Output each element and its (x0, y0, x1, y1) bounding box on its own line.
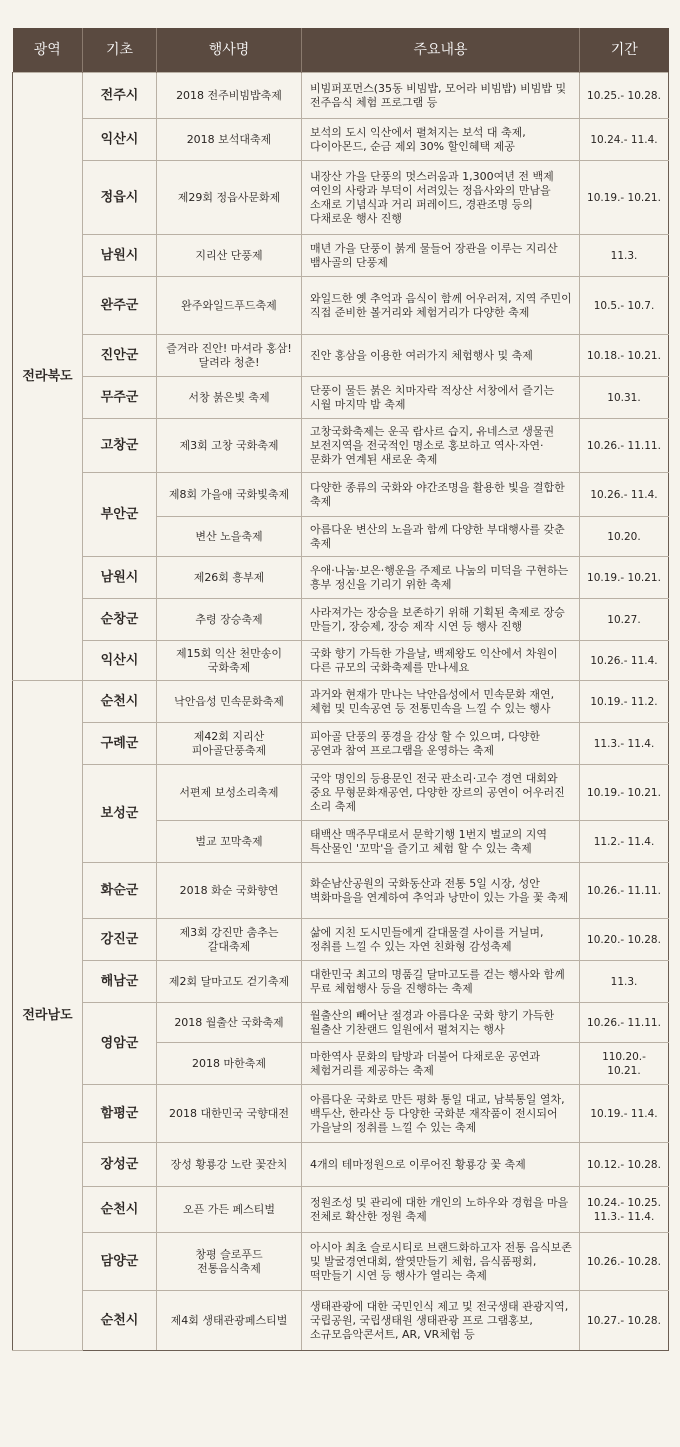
table-row (13, 557, 669, 599)
period-cell (580, 1085, 669, 1143)
description-cell: 우애·나눔·보은·행운을 주제로 나눔의 미덕을 구현하는 흥부 정신을 기리기 위한 축제 (302, 557, 580, 599)
event-name-cell: 장성 황룡강 노란 꽃잔치 (157, 1143, 302, 1187)
period-cell (580, 1233, 669, 1291)
description-cell: 아름다운 국화로 만든 평화 통일 대교, 남북통일 열차, 백두산, 한라산 등 다양한 국화분 재작품이 전시되어 가을날의 정취를 느낄 수 있는 축제 (302, 1085, 580, 1143)
table-row (13, 473, 669, 517)
period-cell (580, 961, 669, 1003)
description-cell: 다양한 종류의 국화와 야간조명을 활용한 빛을 결합한 축제 (302, 473, 580, 517)
period-text: 10.12.- 10.28. (587, 1158, 661, 1171)
event-name-cell: 제15회 익산 천만송이 국화축제 (157, 641, 302, 681)
table-row (13, 377, 669, 419)
period-cell (580, 517, 669, 557)
period-cell (580, 235, 669, 277)
event-name-cell: 벌교 꼬막축제 (157, 821, 302, 863)
table-row (13, 681, 669, 723)
city-cell: 무주군 (83, 377, 157, 419)
period-cell (580, 335, 669, 377)
event-name-cell: 제3회 고창 국화축제 (157, 419, 302, 473)
table-row (13, 277, 669, 335)
description-cell: 4개의 테마정원으로 이루어진 황룡강 꽃 축제 (302, 1143, 580, 1187)
city-cell: 화순군 (83, 863, 157, 919)
period-text: 10.26.- 10.28. (587, 1255, 661, 1268)
description-cell: 화순남산공원의 국화동산과 전통 5일 시장, 성안 벽화마을을 연계하여 추억과 낭만이 있는 가을 꽃 축제 (302, 863, 580, 919)
city-cell: 순천시 (83, 1291, 157, 1351)
event-name-cell: 서편제 보성소리축제 (157, 765, 302, 821)
description-cell: 사라져가는 장승을 보존하기 위해 기획된 축제로 장승 만들기, 장승제, 장승 제작 시연 등 행사 진행 (302, 599, 580, 641)
period-cell (580, 473, 669, 517)
city-cell: 부안군 (83, 473, 157, 557)
event-name-cell: 제42회 지리산 피아골단풍축제 (157, 723, 302, 765)
city-cell: 고창군 (83, 419, 157, 473)
period-text: 10.31. (607, 391, 641, 404)
period-cell (580, 161, 669, 235)
event-name-cell: 2018 마한축제 (157, 1043, 302, 1085)
period-text: 10.26.- 11.11. (587, 1016, 661, 1029)
table-row (13, 1187, 669, 1233)
event-name-cell: 지리산 단풍제 (157, 235, 302, 277)
event-name-cell: 제2회 달마고도 걷기축제 (157, 961, 302, 1003)
description-cell: 삶에 지친 도시민들에게 갈대물결 사이를 거닐며, 정취를 느낄 수 있는 자연 친화형 감성축제 (302, 919, 580, 961)
period-text: 10.27.- 10.28. (587, 1314, 661, 1327)
period-cell (580, 641, 669, 681)
festival-table (12, 28, 669, 1351)
description-cell: 진안 홍삼을 이용한 여러가지 체험행사 및 축제 (302, 335, 580, 377)
table-row (13, 919, 669, 961)
table-row (13, 1291, 669, 1351)
city-cell: 담양군 (83, 1233, 157, 1291)
period-cell (580, 1003, 669, 1043)
period-text: 11.3. (610, 975, 638, 988)
city-cell: 진안군 (83, 335, 157, 377)
period-cell (580, 681, 669, 723)
description-cell: 과거와 현재가 만나는 낙안읍성에서 민속문화 재연, 체험 및 민속공연 등 전통민속을 느낄 수 있는 행사 (302, 681, 580, 723)
city-cell: 보성군 (83, 765, 157, 863)
period-text: 10.19.- 10.21. (587, 786, 661, 799)
table-row (13, 961, 669, 1003)
period-text: 10.5.- 10.7. (593, 299, 655, 312)
period-cell (580, 1043, 669, 1085)
table-row (13, 599, 669, 641)
region-cell: 전라북도 (13, 73, 83, 681)
period-cell (580, 863, 669, 919)
header-row (13, 28, 669, 73)
event-name-cell: 제29회 정읍사문화제 (157, 161, 302, 235)
period-text: 10.19.- 10.21. (587, 571, 661, 584)
period-text-second: 11.3.- 11.4. (593, 1210, 655, 1223)
table-row (13, 641, 669, 681)
city-cell: 영암군 (83, 1003, 157, 1085)
description-cell: 아시아 최초 슬로시티로 브랜드화하고자 전통 음식보존 및 발굴경연대회, 쌀엿만들기 체험, 음식품평회, 떡만들기 시연 등 행사가 열리는 축제 (302, 1233, 580, 1291)
period-cell (580, 765, 669, 821)
city-cell: 완주군 (83, 277, 157, 335)
period-cell (580, 557, 669, 599)
table-row (13, 1085, 669, 1143)
period-text: 10.20. (607, 530, 641, 543)
event-name-cell: 2018 대한민국 국향대전 (157, 1085, 302, 1143)
festival-table-container (12, 28, 668, 1351)
city-cell: 익산시 (83, 641, 157, 681)
description-cell: 대한민국 최고의 명품길 달마고도를 걷는 행사와 함께 무료 체험행사 등을 진행하는 축제 (302, 961, 580, 1003)
period-cell (580, 419, 669, 473)
period-text: 10.19.- 11.2. (590, 695, 658, 708)
city-cell: 해남군 (83, 961, 157, 1003)
city-cell: 정읍시 (83, 161, 157, 235)
region-cell: 전라남도 (13, 681, 83, 1351)
event-name-cell: 즐겨라 진안! 마셔라 홍삼! 달려라 청춘! (157, 335, 302, 377)
table-row (13, 119, 669, 161)
city-cell: 강진군 (83, 919, 157, 961)
period-text: 10.24.- 11.4. (590, 133, 658, 146)
event-name-cell: 완주와일드푸드축제 (157, 277, 302, 335)
description-cell: 고창국화축제는 운곡 람사르 습지, 유네스코 생물권 보전지역을 전국적인 명소로 홍보하고 역사·자연·문화가 연계된 새로운 축제 (302, 419, 580, 473)
event-name-cell: 제8회 가을애 국화빛축제 (157, 473, 302, 517)
description-cell: 내장산 가을 단풍의 멋스러움과 1,300여년 전 백제 여인의 사랑과 부덕이 서려있는 정읍사와의 만남을 소재로 기념식과 거리 퍼레이드, 경관조명 등의 다채로운 행사 진행 (302, 161, 580, 235)
event-name-cell: 추령 장승축제 (157, 599, 302, 641)
event-name-cell: 창평 슬로푸드 전통음식축제 (157, 1233, 302, 1291)
description-cell: 매년 가을 단풍이 붉게 물들어 장관을 이루는 지리산 뱀사골의 단풍제 (302, 235, 580, 277)
description-cell: 국악 명인의 등용문인 전국 판소리·고수 경연 대회와 중요 무형문화재공연, 다양한 장르의 공연이 어우러진 소리 축제 (302, 765, 580, 821)
header-city: 기초 (83, 28, 157, 73)
period-text: 11.3.- 11.4. (593, 737, 655, 750)
table-row (13, 1143, 669, 1187)
period-cell (580, 277, 669, 335)
event-name-cell: 2018 전주비빔밥축제 (157, 73, 302, 119)
period-cell (580, 821, 669, 863)
header-event: 행사명 (157, 28, 302, 73)
city-cell: 전주시 (83, 73, 157, 119)
period-text: 10.26.- 11.4. (590, 488, 658, 501)
table-row (13, 1233, 669, 1291)
table-row (13, 1003, 669, 1043)
event-name-cell: 오픈 가든 페스티벌 (157, 1187, 302, 1233)
header-period: 기간 (580, 28, 669, 73)
table-row (13, 235, 669, 277)
period-text: 110.20.- 10.21. (602, 1050, 646, 1077)
description-cell: 비빔퍼포먼스(35동 비빔밥, 모어라 비빔밥) 비빔밥 및 전주음식 체험 프로그램 등 (302, 73, 580, 119)
city-cell: 장성군 (83, 1143, 157, 1187)
description-cell: 정원조성 및 관리에 대한 개인의 노하우와 경험을 마을 전체로 확산한 정원 축제 (302, 1187, 580, 1233)
period-cell (580, 1291, 669, 1351)
period-text: 10.18.- 10.21. (587, 349, 661, 362)
header-region: 광역 (13, 28, 83, 73)
table-row (13, 161, 669, 235)
table-row (13, 765, 669, 821)
period-cell (580, 1187, 669, 1233)
city-cell: 순창군 (83, 599, 157, 641)
description-cell: 마한역사 문화의 탐방과 더불어 다채로운 공연과 체험거리를 제공하는 축제 (302, 1043, 580, 1085)
event-name-cell: 제4회 생태관광페스티벌 (157, 1291, 302, 1351)
period-text: 10.27. (607, 613, 641, 626)
event-name-cell: 2018 보석대축제 (157, 119, 302, 161)
period-text: 11.3. (610, 249, 638, 262)
table-row (13, 419, 669, 473)
period-text: 10.19.- 11.4. (590, 1107, 658, 1120)
table-row (13, 723, 669, 765)
event-name-cell: 2018 월출산 국화축제 (157, 1003, 302, 1043)
period-cell (580, 119, 669, 161)
city-cell: 순천시 (83, 681, 157, 723)
period-text: 10.26.- 11.11. (587, 884, 661, 897)
event-name-cell: 서창 붉은빛 축제 (157, 377, 302, 419)
period-text: 10.26.- 11.11. (587, 439, 661, 452)
period-cell (580, 723, 669, 765)
description-cell: 생태관광에 대한 국민인식 제고 및 전국생태 관광지역, 국립공원, 국립생태원 생태관광 프로 그램홍보, 소규모음악콘서트, AR, VR체험 등 (302, 1291, 580, 1351)
period-cell (580, 1143, 669, 1187)
period-cell (580, 377, 669, 419)
table-row (13, 335, 669, 377)
city-cell: 함평군 (83, 1085, 157, 1143)
table-row (13, 73, 669, 119)
event-name-cell: 제3회 강진만 춤추는 갈대축제 (157, 919, 302, 961)
event-name-cell: 제26회 흥부제 (157, 557, 302, 599)
description-cell: 국화 향기 가득한 가을날, 백제왕도 익산에서 차원이 다른 규모의 국화축제를 만나세요 (302, 641, 580, 681)
description-cell: 아름다운 변산의 노을과 함께 다양한 부대행사를 갖춘 축제 (302, 517, 580, 557)
period-cell (580, 73, 669, 119)
period-text: 10.24.- 10.25. (587, 1196, 661, 1209)
event-name-cell: 낙안읍성 민속문화축제 (157, 681, 302, 723)
period-text: 10.25.- 10.28. (587, 89, 661, 102)
event-name-cell: 2018 화순 국화향연 (157, 863, 302, 919)
description-cell: 피아골 단풍의 풍경을 감상 할 수 있으며, 다양한 공연과 참여 프로그램을 운영하는 축제 (302, 723, 580, 765)
city-cell: 익산시 (83, 119, 157, 161)
period-text: 10.26.- 11.4. (590, 654, 658, 667)
table-body (13, 73, 669, 1351)
period-text: 10.20.- 10.28. (587, 933, 661, 946)
city-cell: 남원시 (83, 557, 157, 599)
description-cell: 월출산의 빼어난 절경과 아름다운 국화 향기 가득한 월출산 기찬랜드 일원에서 펼쳐지는 행사 (302, 1003, 580, 1043)
event-name-cell: 변산 노을축제 (157, 517, 302, 557)
description-cell: 와일드한 옛 추억과 음식이 함께 어우러져, 지역 주민이 직접 준비한 볼거리와 체험거리가 다양한 축제 (302, 277, 580, 335)
period-text: 10.19.- 10.21. (587, 191, 661, 204)
header-description: 주요내용 (302, 28, 580, 73)
city-cell: 구례군 (83, 723, 157, 765)
table-row (13, 863, 669, 919)
city-cell: 남원시 (83, 235, 157, 277)
period-cell (580, 599, 669, 641)
period-text: 11.2.- 11.4. (593, 835, 655, 848)
description-cell: 단풍이 물든 붉은 치마자락 적상산 서창에서 즐기는 시월 마지막 밤 축제 (302, 377, 580, 419)
description-cell: 태백산 맥주무대로서 문학기행 1번지 벌교의 지역 특산물인 '꼬막'을 즐기고 체험 할 수 있는 축제 (302, 821, 580, 863)
period-cell (580, 919, 669, 961)
description-cell: 보석의 도시 익산에서 펼쳐지는 보석 대 축제, 다이아몬드, 순금 제외 30% 할인혜택 제공 (302, 119, 580, 161)
city-cell: 순천시 (83, 1187, 157, 1233)
